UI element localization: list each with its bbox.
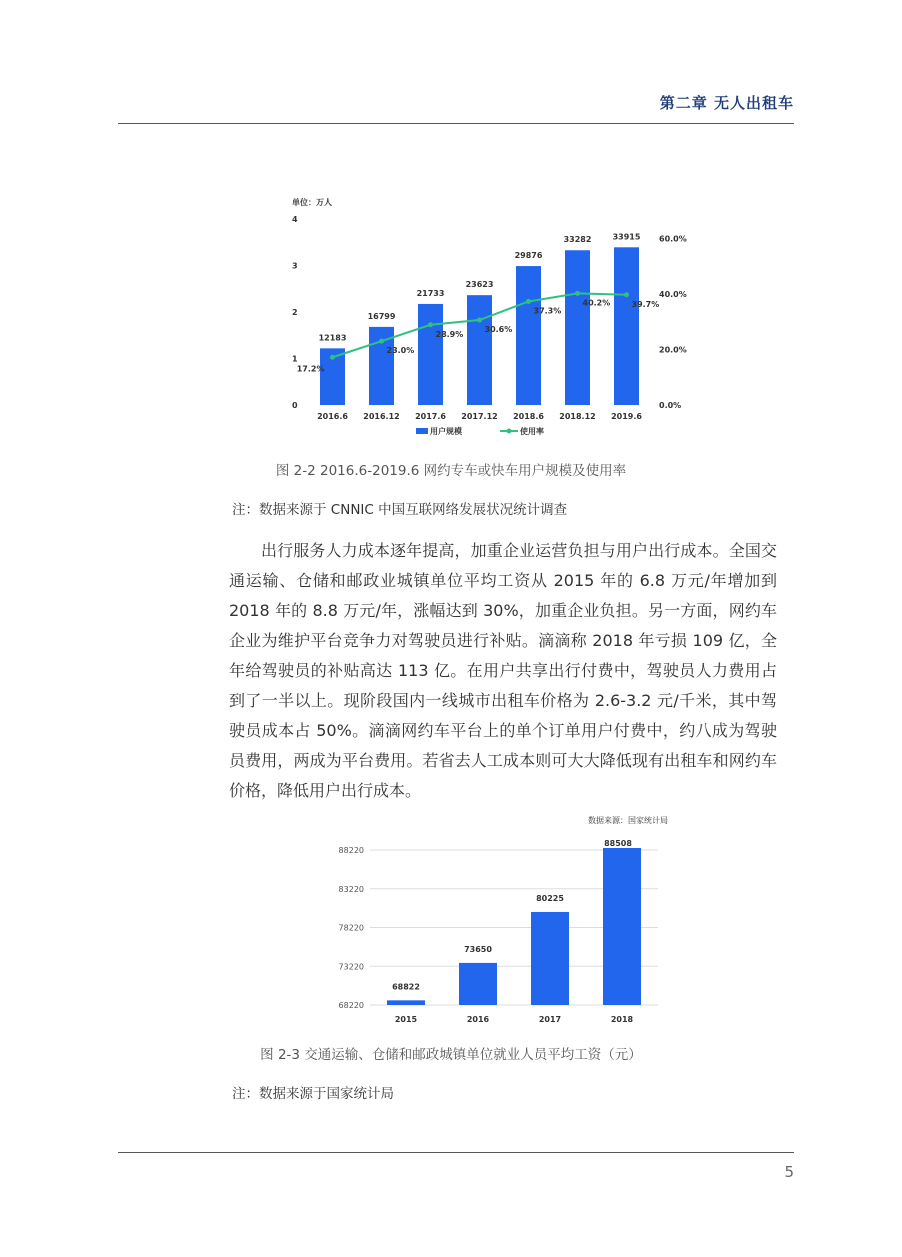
x-tick-label: 2016 bbox=[466, 1015, 490, 1024]
y-right-tick-label: 40.0% bbox=[659, 289, 687, 299]
usage-rate-value-label: 39.7% bbox=[631, 299, 660, 309]
wage-bar bbox=[459, 963, 497, 1005]
y-tick-label: 83220 bbox=[338, 884, 364, 894]
chapter-title: 第二章 无人出租车 bbox=[659, 94, 794, 112]
usage-rate-value-label: 40.2% bbox=[582, 298, 611, 308]
y-tick-label: 88220 bbox=[338, 846, 364, 855]
user-scale-value-label: 23623 bbox=[465, 280, 494, 290]
usage-rate-value-label: 37.3% bbox=[533, 306, 562, 316]
wage-bar bbox=[531, 912, 569, 1005]
wage-bar bbox=[387, 1000, 425, 1005]
figure-2-3-note: 注：数据来源于国家统计局 bbox=[232, 1086, 394, 1102]
figure-2-3-caption: 图 2-3 交通运输、仓储和邮政城镇单位就业人员平均工资（元） bbox=[260, 1047, 642, 1063]
y-tick-label: 78220 bbox=[338, 923, 364, 933]
x-tick-label: 2016.6 bbox=[317, 412, 348, 421]
user-scale-value-label: 21733 bbox=[416, 288, 445, 298]
x-tick-label: 2015 bbox=[394, 1015, 418, 1024]
x-tick-label: 2018 bbox=[610, 1015, 634, 1024]
x-tick-label: 2019.6 bbox=[611, 412, 642, 421]
y-left-tick-label: 0 bbox=[292, 401, 298, 410]
wage-bar bbox=[603, 848, 641, 1005]
wage-value-label: 73650 bbox=[464, 944, 492, 954]
y-left-tick-label: 3 bbox=[292, 261, 298, 271]
user-scale-value-label: 29876 bbox=[514, 251, 543, 261]
footer-rule bbox=[118, 1152, 794, 1153]
page-number: 5 bbox=[784, 1163, 794, 1181]
user-scale-value-label: 33915 bbox=[612, 232, 641, 242]
y-left-tick-label: 2 bbox=[292, 308, 298, 317]
x-tick-label: 2018.6 bbox=[513, 412, 544, 421]
chart1-unit-label: 单位：万人 bbox=[292, 198, 332, 207]
legend-bar-label: 用户规模 bbox=[430, 427, 462, 436]
wage-value-label: 88508 bbox=[604, 839, 632, 848]
chart2-source-label: 数据来源：国家统计局 bbox=[588, 816, 668, 825]
usage-rate-value-label: 30.6% bbox=[484, 325, 513, 335]
x-tick-label: 2017.6 bbox=[415, 412, 446, 421]
legend-line-label: 使用率 bbox=[520, 427, 544, 436]
y-tick-label: 68220 bbox=[338, 1001, 364, 1010]
wage-value-label: 80225 bbox=[536, 893, 564, 903]
user-scale-value-label: 12183 bbox=[318, 333, 347, 343]
wage-value-label: 68822 bbox=[392, 982, 420, 992]
y-right-tick-label: 0.0% bbox=[659, 401, 682, 410]
y-right-tick-label: 20.0% bbox=[659, 345, 687, 355]
usage-rate-value-label: 23.0% bbox=[386, 346, 415, 356]
body-paragraph: 出行服务人力成本逐年提高，加重企业运营负担与用户出行成本。全国交通运输、仓储和邮政业城镇单位平均工资从 2015 年的 6.8 万元/年增加到 2018 年的 8.8 万元/年，涨幅达到 30%，加重企业负担。另一方面，网约车企业为维护平台竞争力对驾驶员进行补贴。滴滴称 2018 年亏损 109 亿，全年给驾驶员的补贴高达 113 亿。在用户共享出行付费中，驾驶员人力费用占到了一半以上。现阶段国内一线城市出租车价格为 2.6-3.2 元/千米，其中驾驶员成本占 50%。滴滴网约车平台上的单个订单用户付费中，约八成为驾驶员费用，两成为平台费用。若省去人工成本则可大大降低现有出租车和网约车价格，降低用户出行成本。 bbox=[229, 541, 777, 800]
usage-rate-value-label: 28.9% bbox=[435, 329, 464, 339]
x-tick-label: 2017 bbox=[538, 1015, 562, 1024]
user-scale-value-label: 16799 bbox=[367, 311, 396, 321]
x-tick-label: 2018.12 bbox=[559, 412, 596, 421]
y-tick-label: 73220 bbox=[338, 962, 364, 972]
figure-2-2-note: 注：数据来源于 CNNIC 中国互联网络发展状况统计调查 bbox=[232, 502, 568, 518]
y-left-tick-label: 1 bbox=[292, 354, 298, 364]
x-tick-label: 2016.12 bbox=[363, 412, 400, 421]
user-scale-value-label: 33282 bbox=[563, 235, 592, 245]
x-tick-label: 2017.12 bbox=[461, 412, 498, 421]
usage-rate-value-label: 17.2% bbox=[296, 364, 325, 374]
y-right-tick-label: 60.0% bbox=[659, 234, 687, 244]
y-left-tick-label: 4 bbox=[292, 215, 298, 224]
figure-2-2-caption: 图 2-2 2016.6-2019.6 网约专车或快车用户规模及使用率 bbox=[275, 463, 627, 479]
